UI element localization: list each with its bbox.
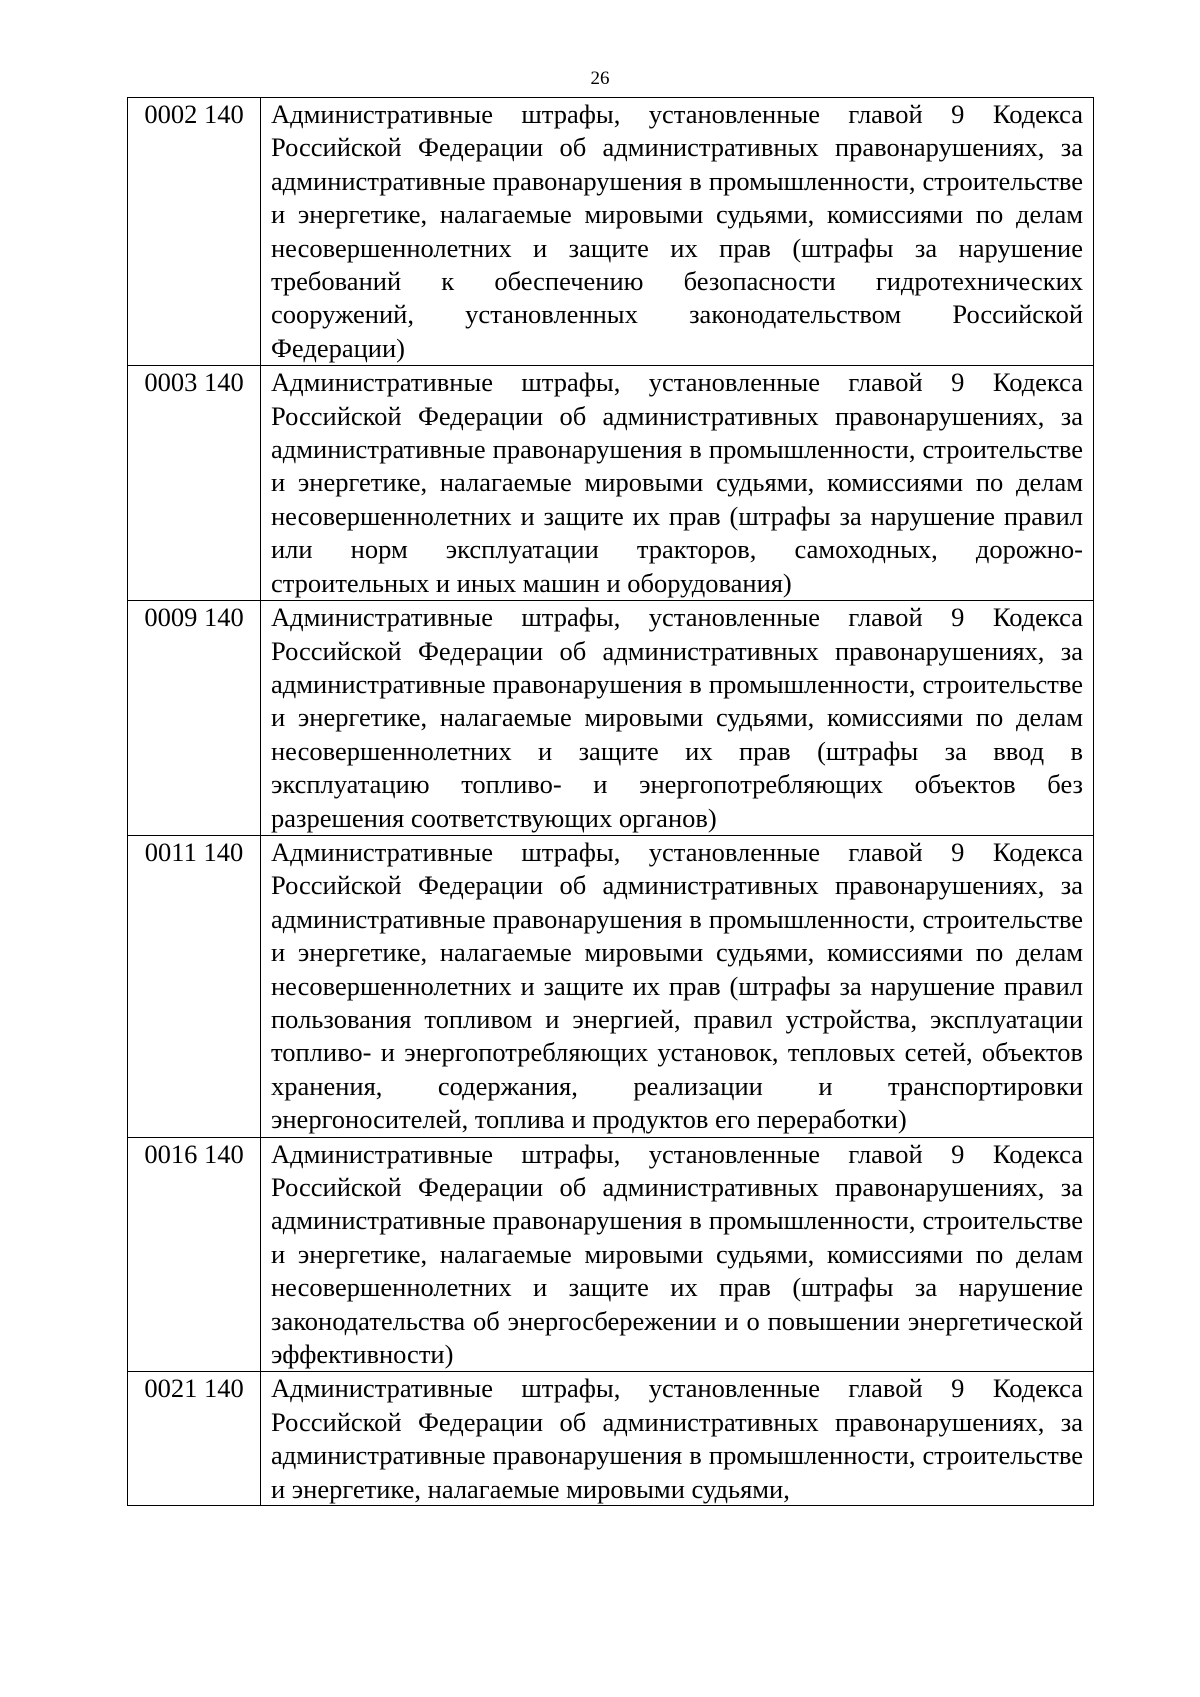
row-description-cell [261, 98, 1094, 366]
table-row [128, 98, 1094, 366]
row-description: Административные штрафы, установленные главой 9 Кодекса Российской Федерации об административных правонарушениях, за административные правонарушения в промышленности, строительстве и энергетике, налагаемые мировыми судьями, комиссиями по делам несовершеннолетних и защите их прав (штрафы за нарушение правил или норм эксплуатации тракторов, самоходных, дорожно-строительных и иных машин и оборудования) [271, 367, 1083, 598]
page-number: 26 [590, 68, 610, 89]
row-code: 0021 140 [128, 1372, 261, 1506]
row-description-cell [261, 366, 1094, 601]
table-row [128, 835, 1094, 1137]
table-row [128, 601, 1094, 836]
row-code: 0002 140 [128, 98, 261, 366]
row-code: 0003 140 [128, 366, 261, 601]
row-description: Административные штрафы, установленные главой 9 Кодекса Российской Федерации об административных правонарушениях, за административные правонарушения в промышленности, строительстве и энергетике, налагаемые мировыми судьями, комиссиями по делам несовершеннолетних и защите их прав (штрафы за нарушение требований к обеспечению безопасности гидротехнических сооружений, установленных законодательством Российской Федерации) [271, 99, 1083, 363]
row-code: 0016 140 [128, 1137, 261, 1372]
budget-codes-table [127, 97, 1094, 1506]
row-code: 0009 140 [128, 601, 261, 836]
table-row [128, 1372, 1094, 1506]
row-description: Административные штрафы, установленные главой 9 Кодекса Российской Федерации об административных правонарушениях, за административные правонарушения в промышленности, строительстве и энергетике, налагаемые мировыми судьями, [271, 1373, 1083, 1504]
row-description-cell [261, 1137, 1094, 1372]
row-description-cell [261, 835, 1094, 1137]
row-description-cell [261, 1372, 1094, 1506]
row-description-cell [261, 601, 1094, 836]
table-row [128, 1137, 1094, 1372]
row-description: Административные штрафы, установленные главой 9 Кодекса Российской Федерации об административных правонарушениях, за административные правонарушения в промышленности, строительстве и энергетике, налагаемые мировыми судьями, комиссиями по делам несовершеннолетних и защите их прав (штрафы за нарушение законодательства об энергосбережении и о повышении энергетической эффективности) [271, 1138, 1083, 1370]
row-code: 0011 140 [128, 835, 261, 1137]
table-row [128, 366, 1094, 601]
row-description: Административные штрафы, установленные главой 9 Кодекса Российской Федерации об административных правонарушениях, за административные правонарушения в промышленности, строительстве и энергетике, налагаемые мировыми судьями, комиссиями по делам несовершеннолетних и защите их прав (штрафы за ввод в эксплуатацию топливо- и энергопотребляющих объектов без разрешения соответствующих органов) [271, 602, 1083, 833]
row-description: Административные штрафы, установленные главой 9 Кодекса Российской Федерации об административных правонарушениях, за административные правонарушения в промышленности, строительстве и энергетике, налагаемые мировыми судьями, комиссиями по делам несовершеннолетних и защите их прав (штрафы за нарушение правил пользования топливом и энергией, правил устройства, эксплуатации топливо- и энергопотребляющих установок, тепловых сетей, объектов хранения, содержания, реализации и транспортировки энергоносителей, топлива и продуктов его переработки) [271, 836, 1083, 1135]
